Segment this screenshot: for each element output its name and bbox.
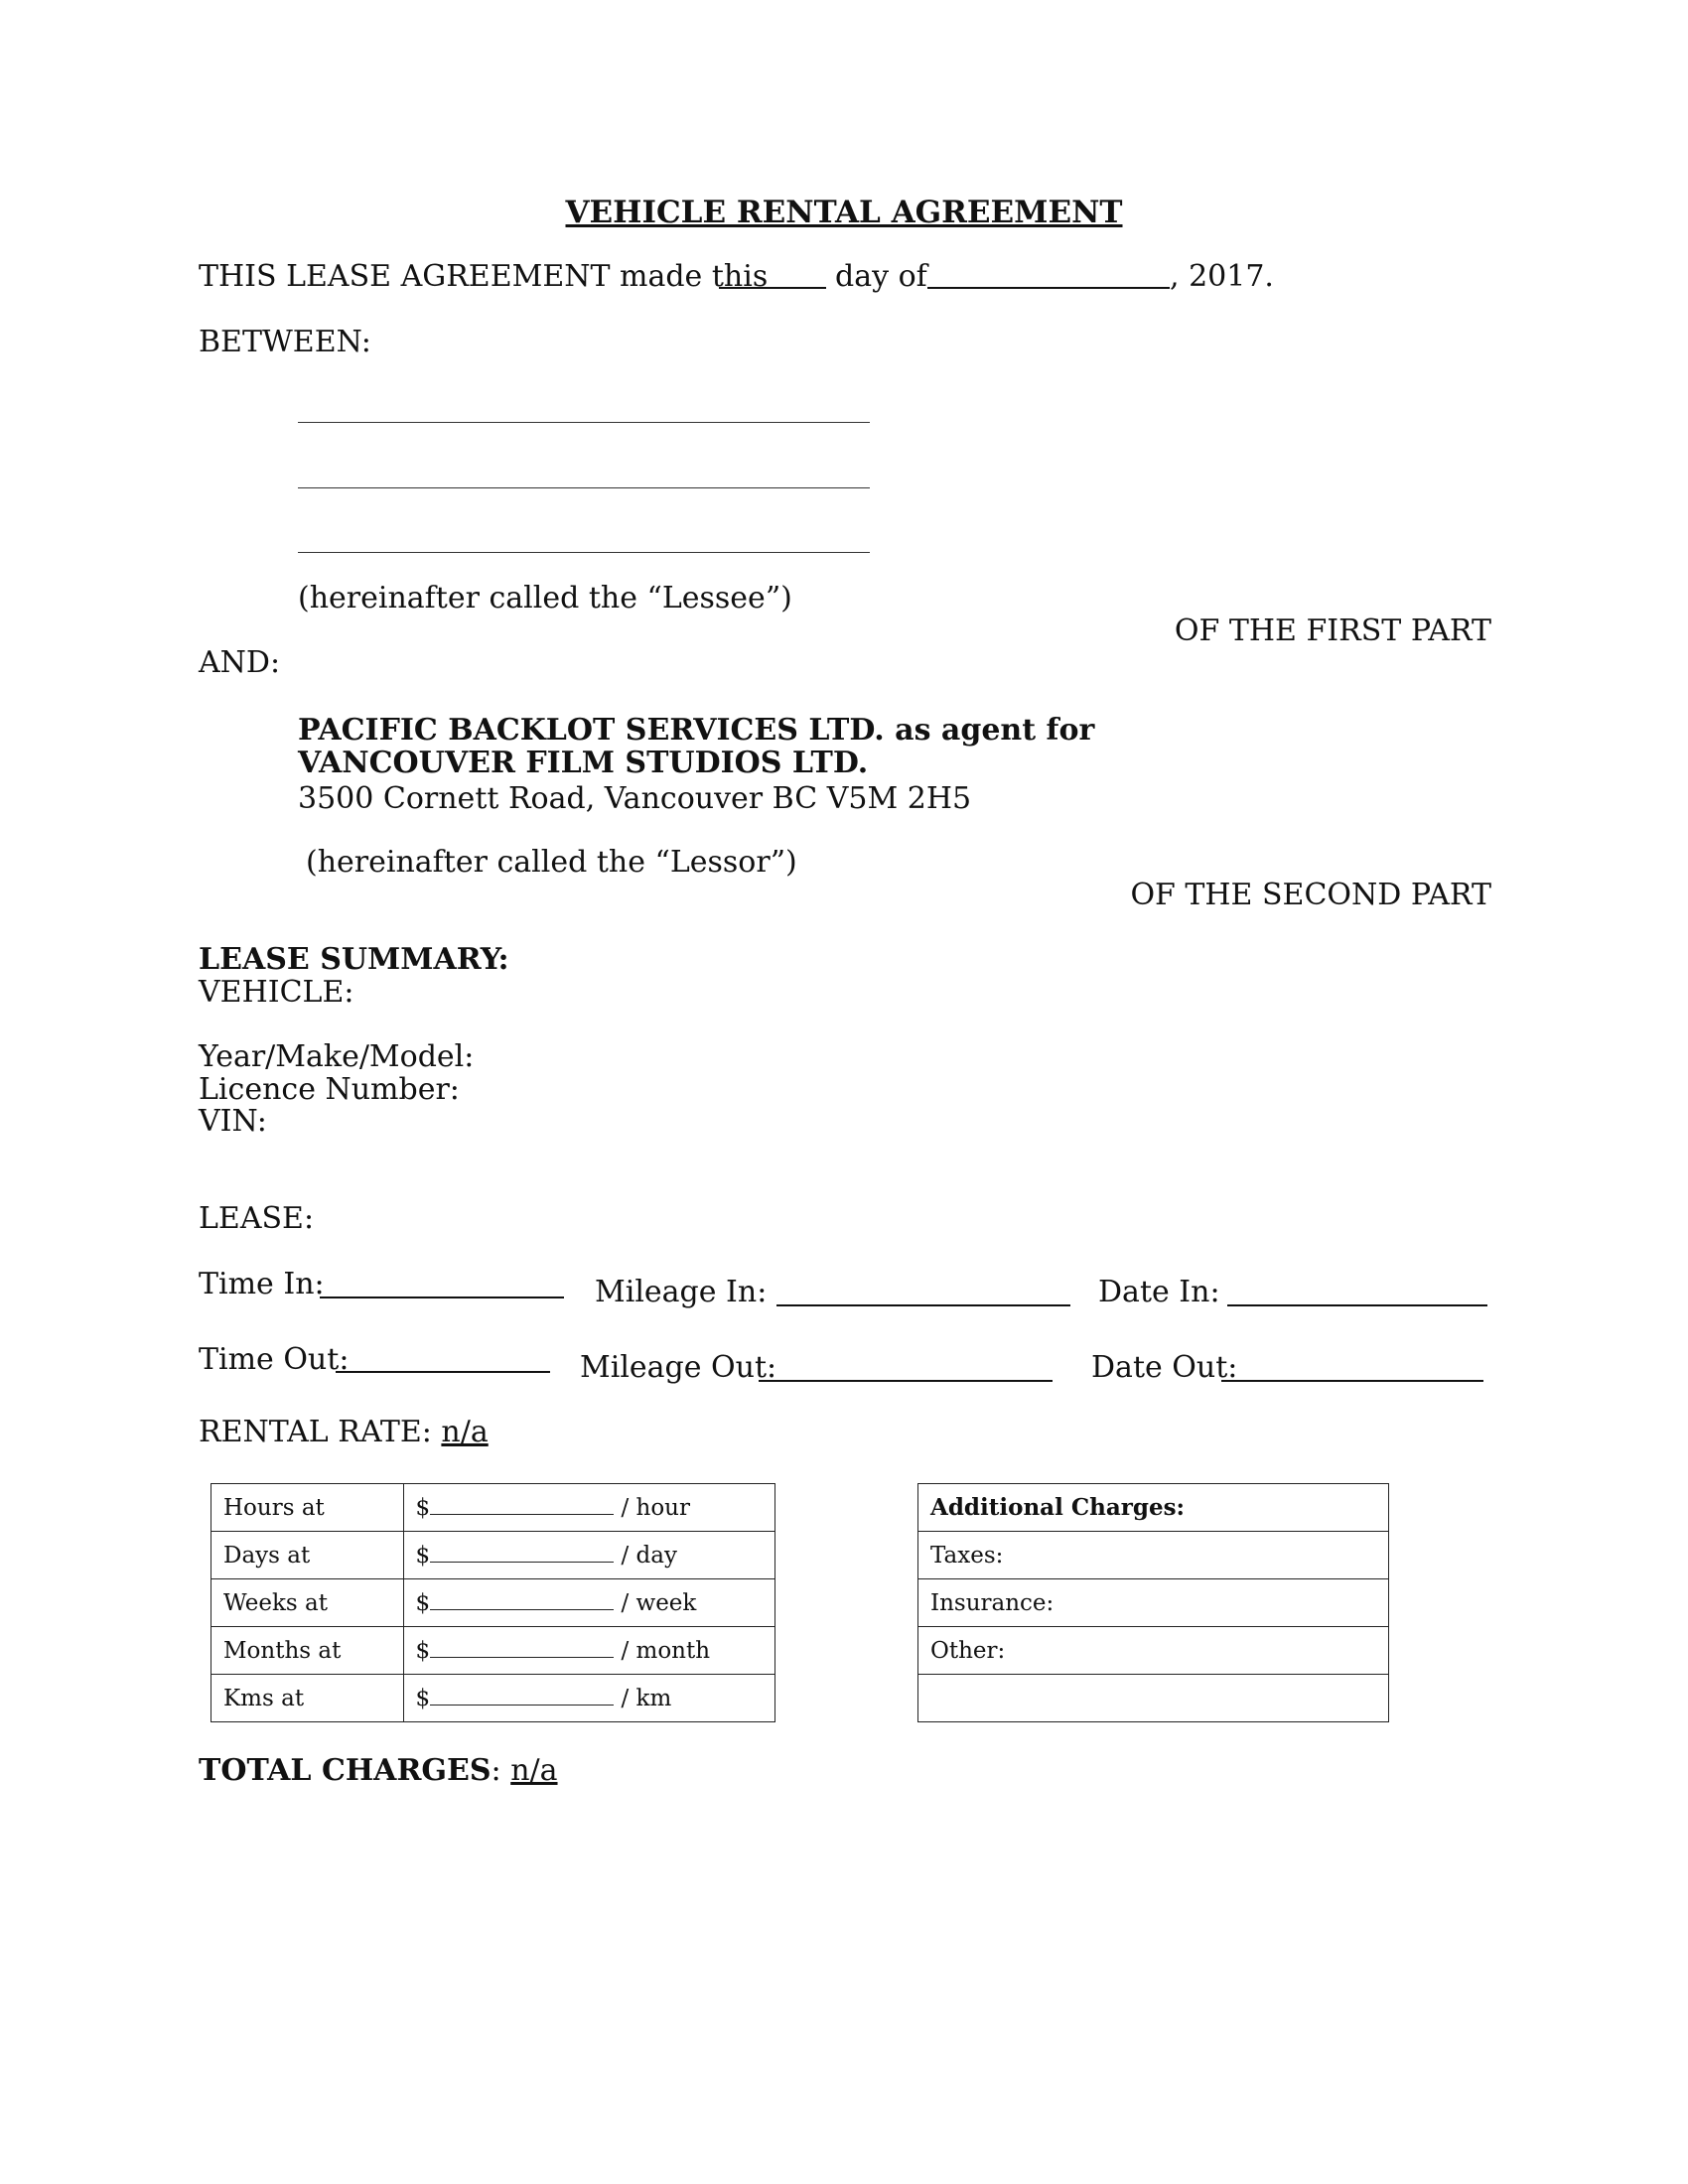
rate-unit: / month: [621, 1637, 711, 1664]
intro-day-of: day of: [835, 259, 927, 294]
additional-charges-heading: Additional Charges:: [918, 1484, 1389, 1532]
total-charges-colon: :: [491, 1753, 511, 1788]
table-row: [211, 1675, 775, 1722]
table-row: [211, 1532, 775, 1579]
mileage-in-blank[interactable]: [776, 1304, 1070, 1306]
time-in-blank[interactable]: [320, 1297, 564, 1298]
vehicle-label: VEHICLE:: [199, 975, 354, 1010]
year-make-model-label: Year/Make/Model:: [199, 1039, 475, 1074]
table-row: [211, 1484, 775, 1532]
day-blank[interactable]: [719, 287, 826, 289]
rate-unit: / day: [621, 1542, 677, 1569]
rate-blank[interactable]: [430, 1639, 614, 1658]
time-in-label: Time In:: [199, 1267, 325, 1301]
rate-label: Weeks at: [211, 1579, 404, 1627]
table-row: [918, 1675, 1389, 1722]
lessor-name-line2: VANCOUVER FILM STUDIOS LTD.: [298, 746, 869, 780]
rate-blank[interactable]: [430, 1544, 614, 1563]
rental-rate-label: RENTAL RATE:: [199, 1415, 442, 1449]
table-row: [918, 1532, 1389, 1579]
second-part: OF THE SECOND PART: [1130, 878, 1491, 912]
currency-symbol: $: [415, 1637, 431, 1664]
rate-value-cell[interactable]: [403, 1627, 775, 1675]
table-row: [918, 1579, 1389, 1627]
rate-unit: / week: [621, 1589, 697, 1616]
rate-value-cell[interactable]: [403, 1532, 775, 1579]
rate-label: Days at: [211, 1532, 404, 1579]
lessee-line-3[interactable]: [298, 552, 870, 553]
mileage-in-label: Mileage In:: [595, 1275, 768, 1309]
total-charges-label: TOTAL CHARGES: [199, 1753, 492, 1788]
table-row: [211, 1627, 775, 1675]
total-charges-value: n/a: [510, 1753, 558, 1788]
rental-rate: [199, 1415, 489, 1450]
charge-cell[interactable]: Taxes:: [918, 1532, 1389, 1579]
charge-cell[interactable]: Insurance:: [918, 1579, 1389, 1627]
rate-value-cell[interactable]: [403, 1484, 775, 1532]
total-charges: [199, 1753, 558, 1789]
lessor-address: 3500 Cornett Road, Vancouver BC V5M 2H5: [298, 781, 972, 816]
rental-rate-value: n/a: [441, 1415, 489, 1449]
rate-blank[interactable]: [430, 1591, 614, 1610]
rate-table: [211, 1483, 775, 1722]
month-blank[interactable]: [927, 287, 1170, 289]
vin-label: VIN:: [199, 1104, 267, 1139]
additional-charges-table: [917, 1483, 1389, 1722]
table-row: [918, 1627, 1389, 1675]
date-out-label: Date Out:: [1091, 1350, 1238, 1385]
lessor-called: (hereinafter called the “Lessor”): [306, 845, 797, 880]
rate-unit: / km: [621, 1685, 672, 1711]
document-title: VEHICLE RENTAL AGREEMENT: [565, 195, 1123, 230]
rate-label: Kms at: [211, 1675, 404, 1722]
rate-label: Months at: [211, 1627, 404, 1675]
rate-blank[interactable]: [430, 1496, 614, 1515]
time-out-label: Time Out:: [199, 1342, 350, 1377]
intro-year: , 2017.: [1170, 259, 1274, 294]
date-in-blank[interactable]: [1227, 1304, 1487, 1306]
charge-cell[interactable]: Other:: [918, 1627, 1389, 1675]
and-label: AND:: [199, 645, 281, 680]
currency-symbol: $: [415, 1494, 431, 1521]
rate-value-cell[interactable]: [403, 1579, 775, 1627]
intro-prefix: THIS LEASE AGREEMENT made this: [199, 259, 769, 294]
between-label: BETWEEN:: [199, 325, 371, 359]
licence-number-label: Licence Number:: [199, 1072, 460, 1107]
rate-label: Hours at: [211, 1484, 404, 1532]
lessor-name-line1: PACIFIC BACKLOT SERVICES LTD. as agent for: [298, 713, 1095, 748]
rate-unit: / hour: [621, 1494, 690, 1521]
rate-value-cell[interactable]: [403, 1675, 775, 1722]
currency-symbol: $: [415, 1685, 431, 1711]
lessee-line-2[interactable]: [298, 487, 870, 488]
mileage-out-label: Mileage Out:: [580, 1350, 777, 1385]
date-out-blank[interactable]: [1221, 1380, 1483, 1382]
time-out-blank[interactable]: [336, 1371, 550, 1373]
lessee-called: (hereinafter called the “Lessee”): [298, 581, 792, 615]
currency-symbol: $: [415, 1589, 431, 1616]
date-in-label: Date In:: [1098, 1275, 1220, 1309]
rate-blank[interactable]: [430, 1687, 614, 1706]
lease-summary-heading: LEASE SUMMARY:: [199, 942, 509, 977]
charge-cell[interactable]: [918, 1675, 1389, 1722]
currency-symbol: $: [415, 1542, 431, 1569]
first-part: OF THE FIRST PART: [1174, 614, 1491, 648]
lessee-line-1[interactable]: [298, 422, 870, 423]
mileage-out-blank[interactable]: [759, 1380, 1053, 1382]
table-row: [918, 1484, 1389, 1532]
lease-heading: LEASE:: [199, 1201, 315, 1236]
table-row: [211, 1579, 775, 1627]
